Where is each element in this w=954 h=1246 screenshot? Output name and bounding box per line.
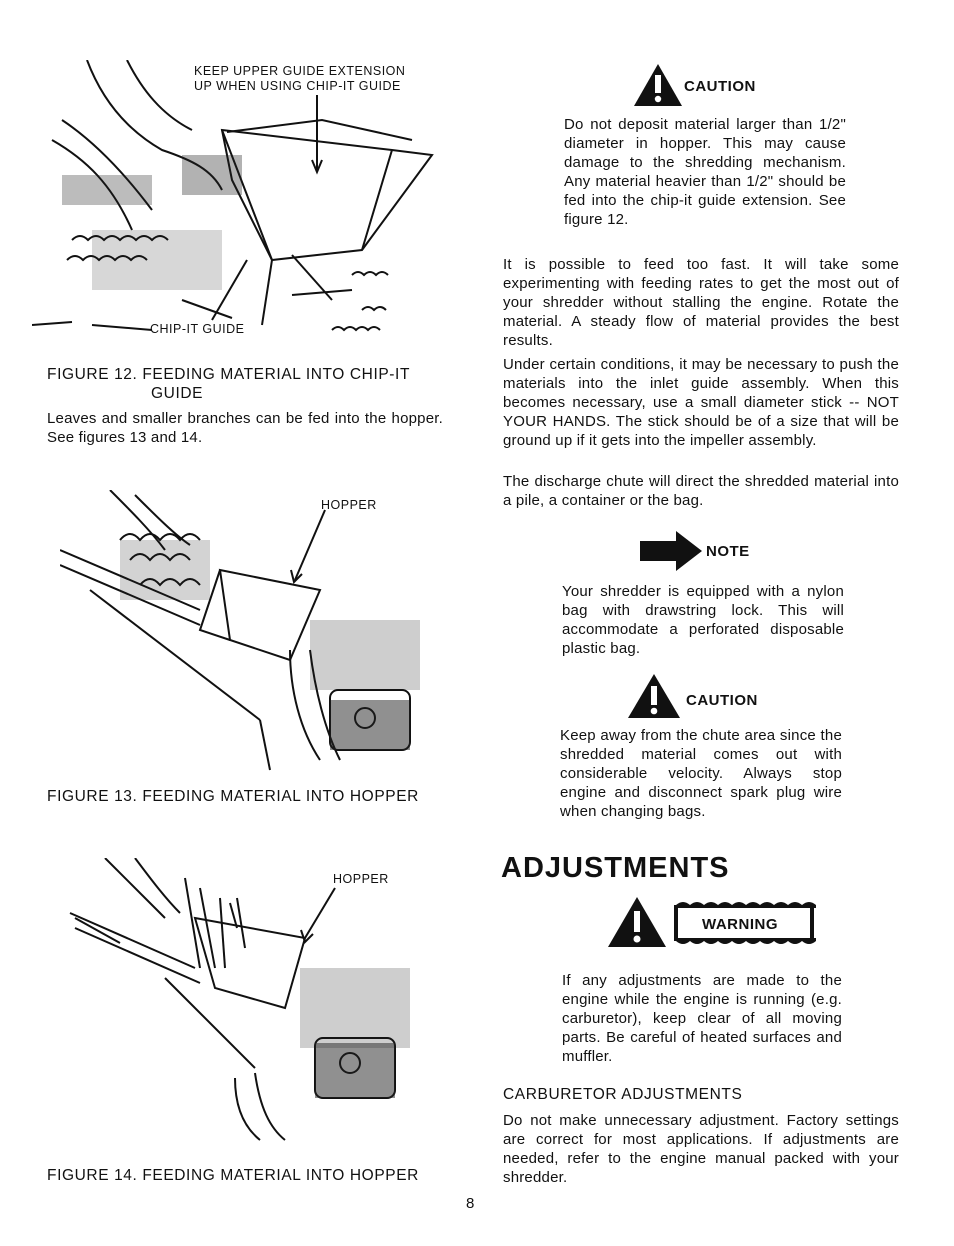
arrow-right-icon: [638, 530, 704, 572]
carburetor-heading: CARBURETOR ADJUSTMENTS: [503, 1086, 743, 1103]
caution-2-text: Keep away from the chute area since the shredded material comes out with considerable velocity. Always stop engine and disconnect spark plug wire when changing bags.: [560, 727, 842, 820]
paragraph-push-stick: Under certain conditions, it may be necessary to push the materials into the inlet guide assembly. When this becomes necessary, use a small diameter stick -- NOT YOUR HANDS. The stick should be of a size that will be ground up if it gets into the impeller assembly.: [503, 356, 899, 449]
figure-12-caption-line2: GUIDE: [151, 385, 204, 402]
callout-hopper: HOPPER: [321, 498, 377, 512]
figure-13-illustration: [60, 490, 440, 775]
caution-2-label: CAUTION: [686, 692, 758, 709]
caution-1-header: [632, 62, 782, 108]
caution-1-label: CAUTION: [684, 78, 756, 95]
callout-hopper-2: HOPPER: [333, 872, 389, 886]
caution-triangle-icon: [626, 672, 682, 720]
warning-text: If any adjustments are made to the engine while the engine is running (e.g. carburetor), keep clear of all moving parts. Be careful of heated surfaces and muffler.: [562, 972, 842, 1065]
left-paragraph: Leaves and smaller branches can be fed into the hopper. See figures 13 and 14.: [47, 410, 443, 446]
callout-keep-upper-2: UP WHEN USING CHIP-IT GUIDE: [194, 79, 401, 93]
figure-14-illustration: [65, 858, 445, 1143]
warning-triangle-icon: [606, 895, 668, 949]
note-text: Your shredder is equipped with a nylon bag with drawstring lock. This will accommodate a perforated disposable plastic bag.: [562, 583, 844, 657]
warning-header: [606, 895, 821, 951]
figure-12-illustration: [32, 60, 452, 350]
note-header: [638, 530, 768, 572]
figure-14-caption: FIGURE 14. FEEDING MATERIAL INTO HOPPER: [47, 1167, 419, 1184]
caution-triangle-icon: [632, 62, 684, 108]
adjustments-heading: ADJUSTMENTS: [501, 852, 730, 884]
callout-keep-upper-1: KEEP UPPER GUIDE EXTENSION: [194, 64, 406, 78]
figure-12-caption: FIGURE 12. FEEDING MATERIAL INTO CHIP-IT: [47, 366, 411, 383]
page-number: 8: [466, 1195, 475, 1212]
caution-2-header: [626, 672, 776, 720]
warning-label: WARNING: [702, 916, 778, 933]
paragraph-discharge-chute: The discharge chute will direct the shredded material into a pile, a container or the bag.: [503, 473, 899, 509]
note-label: NOTE: [706, 543, 750, 560]
carburetor-text: Do not make unnecessary adjustment. Factory settings are correct for most applications. If adjustments are needed, refer to the engine manual packed with your shredder.: [503, 1112, 899, 1186]
figure-13-caption: FIGURE 13. FEEDING MATERIAL INTO HOPPER: [47, 788, 419, 805]
paragraph-feed-rate: It is possible to feed too fast. It will take some experimenting with feeding rates to get the most out of your shredder without stalling the engine. Rotate the material. A steady flow of material provides the best results.: [503, 256, 899, 349]
caution-1-text: Do not deposit material larger than 1/2" diameter in hopper. This may cause damage to the shredding mechanism. Any material heavier than 1/2" should be fed into the chip-it guide extension. See figure 12.: [564, 116, 846, 228]
callout-chip-it-guide: CHIP-IT GUIDE: [150, 322, 245, 336]
